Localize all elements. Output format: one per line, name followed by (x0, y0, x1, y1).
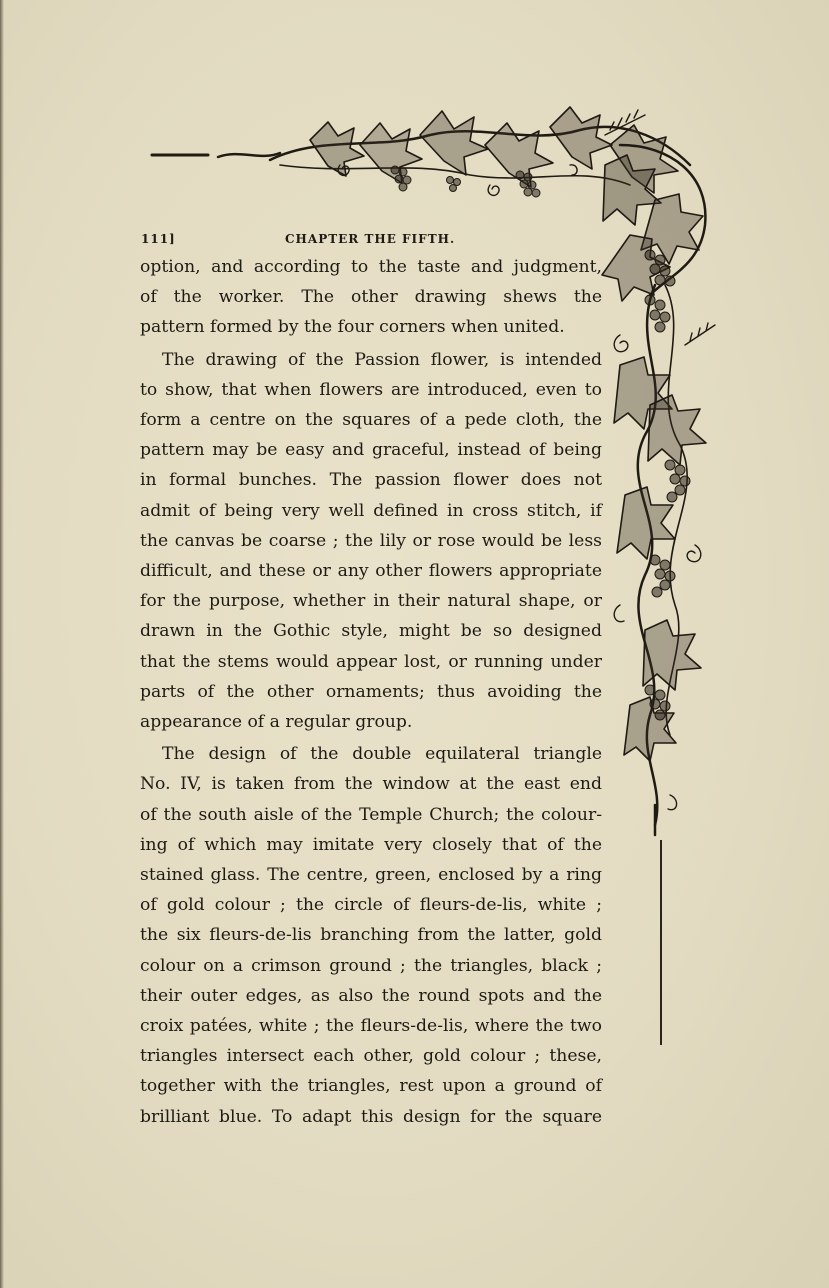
text-line: of gold colour ; the circle of fleurs-de-lis, white ; (140, 895, 602, 916)
text-line: to show, that when flowers are introduced, even to (140, 379, 602, 400)
running-head: CHAPTER THE FIFTH. (285, 232, 456, 246)
text-line: difficult, and these or any other flowers appropriate (140, 561, 602, 582)
page-number: 111] (141, 232, 176, 246)
paragraph (140, 252, 602, 343)
text-line: of the worker. The other drawing shews the (140, 287, 602, 308)
text-line: admit of being very well defined in cross stitch, if (140, 500, 602, 521)
paragraph (140, 739, 602, 1132)
paragraph (140, 345, 602, 738)
text-line: together with the triangles, rest upon a ground of (140, 1076, 602, 1097)
body-text (140, 252, 602, 1132)
text-line: triangles intersect each other, gold colour ; these, (140, 1046, 602, 1067)
text-line: croix patées, white ; the fleurs-de-lis, where the two (140, 1016, 602, 1037)
border-rule-vertical (660, 840, 662, 1045)
page-edge-shadow (0, 0, 4, 1288)
text-line: pattern may be easy and graceful, instead of being (140, 440, 602, 461)
text-line: parts of the other ornaments; thus avoiding the (140, 681, 602, 702)
text-line: No. IV, is taken from the window at the east end (140, 774, 602, 795)
text-line: option, and according to the taste and judgment, (140, 257, 602, 277)
text-line: pattern formed by the four corners when united. (140, 317, 565, 338)
text-line: colour on a crimson ground ; the triangles, black ; (140, 955, 602, 976)
text-line: appearance of a regular group. (140, 712, 413, 733)
text-line: brilliant blue. To adapt this design for the square (140, 1106, 602, 1127)
text-line: stained glass. The centre, green, enclosed by a ring (140, 865, 602, 886)
text-line: the six fleurs-de-lis branching from the latter, gold (140, 925, 602, 946)
text-line: The drawing of the Passion flower, is intended (162, 349, 602, 370)
text-line: in formal bunches. The passion flower does not (140, 470, 602, 491)
text-line: of the south aisle of the Temple Church; the colour- (140, 804, 602, 825)
text-line: for the purpose, whether in their natural shape, or (140, 591, 602, 612)
text-line: drawn in the Gothic style, might be so designed (140, 621, 602, 642)
text-line: ing of which may imitate very closely that of the (140, 834, 602, 855)
text-line: The design of the double equilateral triangle (162, 744, 602, 765)
text-line: form a centre on the squares of a pede cloth, the (140, 410, 602, 431)
page-header (141, 230, 611, 250)
text-line: their outer edges, as also the round spots and the (140, 985, 602, 1006)
text-line: the canvas be coarse ; the lily or rose would be less (140, 530, 602, 551)
text-line: that the stems would appear lost, or running under (140, 651, 602, 672)
